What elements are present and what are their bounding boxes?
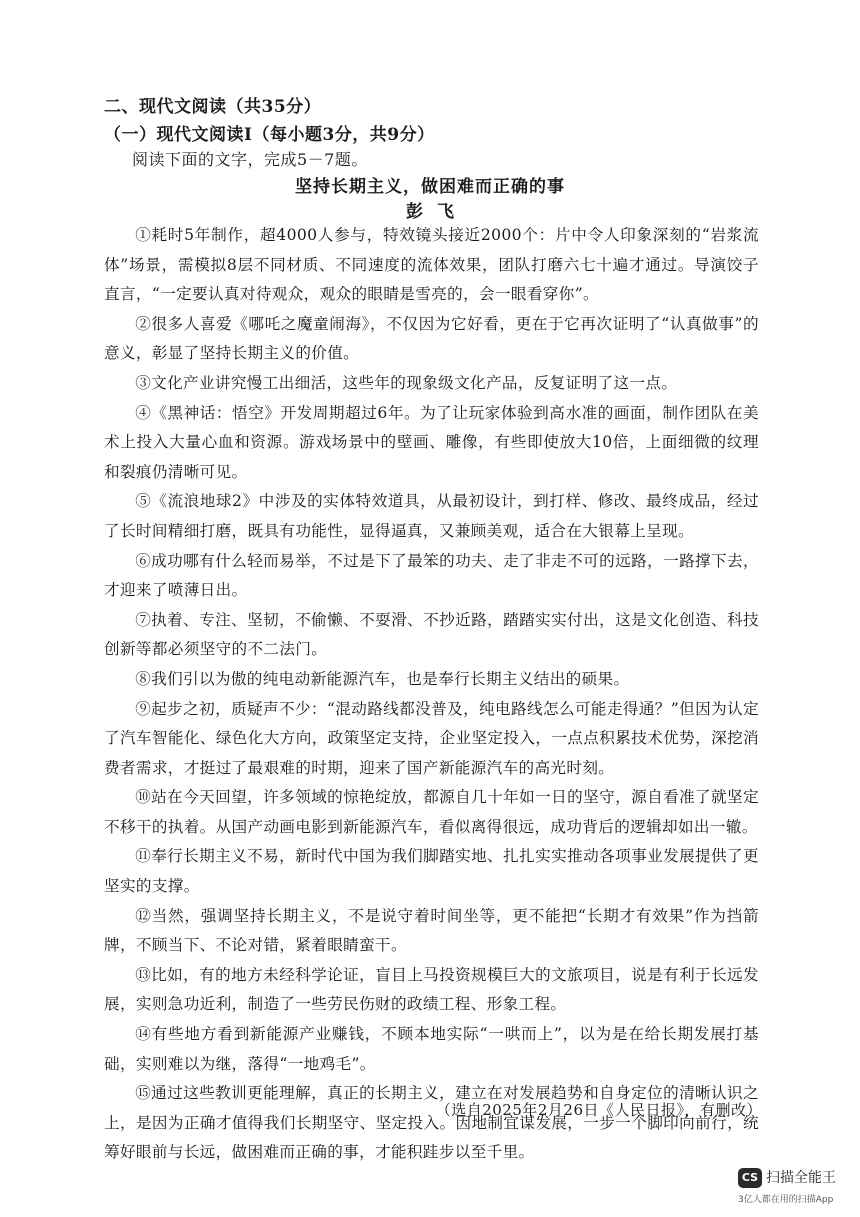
scanner-watermark [738,1165,838,1205]
paragraph: ②很多人喜爱《哪吒之魔童闹海》，不仅因为它好看，更在于它再次证明了“认真做事”的意义，彰显了坚持长期主义的价值。 [104,314,759,363]
reading-instruction: 阅读下面的文字，完成5－7题。 [132,150,368,169]
subsection-heading: （一）现代文阅读Ⅰ（每小题3分，共9分） [104,125,435,145]
article-source: （选自2025年2月26日《人民日报》，有删改） [435,1101,762,1119]
camscanner-logo-icon: CS [738,1168,762,1188]
paragraph: ⑪奉行长期主义不易，新时代中国为我们脚踏实地、扎扎实实推动各项事业发展提供了更坚实的支撑。 [104,847,759,896]
paragraph: ③文化产业讲究慢工出细活，这些年的现象级文化产品，反复证明了这一点。 [135,373,678,392]
paragraph: ⑧我们引以为傲的纯电动新能源汽车，也是奉行长期主义结出的硕果。 [135,669,630,688]
paragraph: ⑨起步之初，质疑声不少：“混动路线都没普及，纯电路线怎么可能走得通？”但因为认定了汽车智能化、绿色化大方向，政策坚定支持，企业坚定投入，一点点积累技术优势，深挖消费者需求，才挺过了最艰难的时期，迎来了国产新能源汽车的高光时刻。 [104,699,759,777]
paragraph: ⑫当然，强调坚持长期主义，不是说守着时间坐等，更不能把“长期才有效果”作为挡箭牌，不顾当下、不论对错，紧着眼睛蛮干。 [104,906,759,955]
section-heading: 二、现代文阅读（共35分） [104,97,322,117]
paragraph: ⑬比如，有的地方未经科学论证，盲目上马投资规模巨大的文旅项目，说是有利于长远发展，实则急功近利，制造了一些劳民伤财的政绩工程、形象工程。 [104,965,759,1014]
paragraph: ①耗时5年制作，超4000人参与，特效镜头接近2000个：片中令人印象深刻的“岩浆流体”场景，需模拟8层不同材质、不同速度的流体效果，团队打磨六七十遍才通过。导演饺子直言，“一定要认真对待观众，观众的眼睛是雪亮的，会一眼看穿你”。 [104,226,759,304]
article-title: 坚持长期主义，做困难而正确的事 [295,177,565,197]
paragraph: ⑥成功哪有什么轻而易举，不过是下了最笨的功夫、走了非走不可的远路，一路撑下去，才迎来了喷薄日出。 [104,551,759,600]
paragraph: ⑩站在今天回望，许多领域的惊艳绽放，都源自几十年如一日的坚守，源自看准了就坚定不移干的执着。从国产动画电影到新能源汽车，看似离得很远，成功背后的逻辑却如出一辙。 [104,788,759,836]
paragraph: ⑭有些地方看到新能源产业赚钱，不顾本地实际“一哄而上”，以为是在给长期发展打基础，实则难以为继，落得“一地鸡毛”。 [104,1025,759,1073]
article-author: 彭飞 [406,202,468,222]
paragraph: ④《黑神话：悟空》开发周期超过6年。为了让玩家体验到高水准的画面，制作团队在美术上投入大量心血和资源。游戏场景中的壁画、雕像，有些即使放大10倍，上面细微的纹理和裂痕仍清晰可见。 [104,403,759,481]
paragraph: ⑮通过这些教训更能理解，真正的长期主义，建立在对发展趋势和自身定位的清晰认识之上，是因为正确才值得我们长期坚守、坚定投入。因地制宜谋发展，一步一个脚印向前行，统筹好眼前与长远，做困难而正确的事，才能积跬步以至千里。 [104,1084,759,1162]
paragraph: ⑤《流浪地球2》中涉及的实体特效道具，从最初设计，到打样、修改、最终成品，经过了长时间精细打磨，既具有功能性，显得逼真，又兼顾美观，适合在大银幕上呈现。 [104,492,759,540]
paragraph: ⑦执着、专注、坚韧，不偷懒、不耍滑、不抄近路，踏踏实实付出，这是文化创造、科技创新等都必须坚守的不二法门。 [104,610,759,659]
watermark-name: 扫描全能王 [766,1170,836,1186]
watermark-tagline: 3亿人都在用的扫描App [738,1195,834,1205]
article-body [104,221,759,1168]
